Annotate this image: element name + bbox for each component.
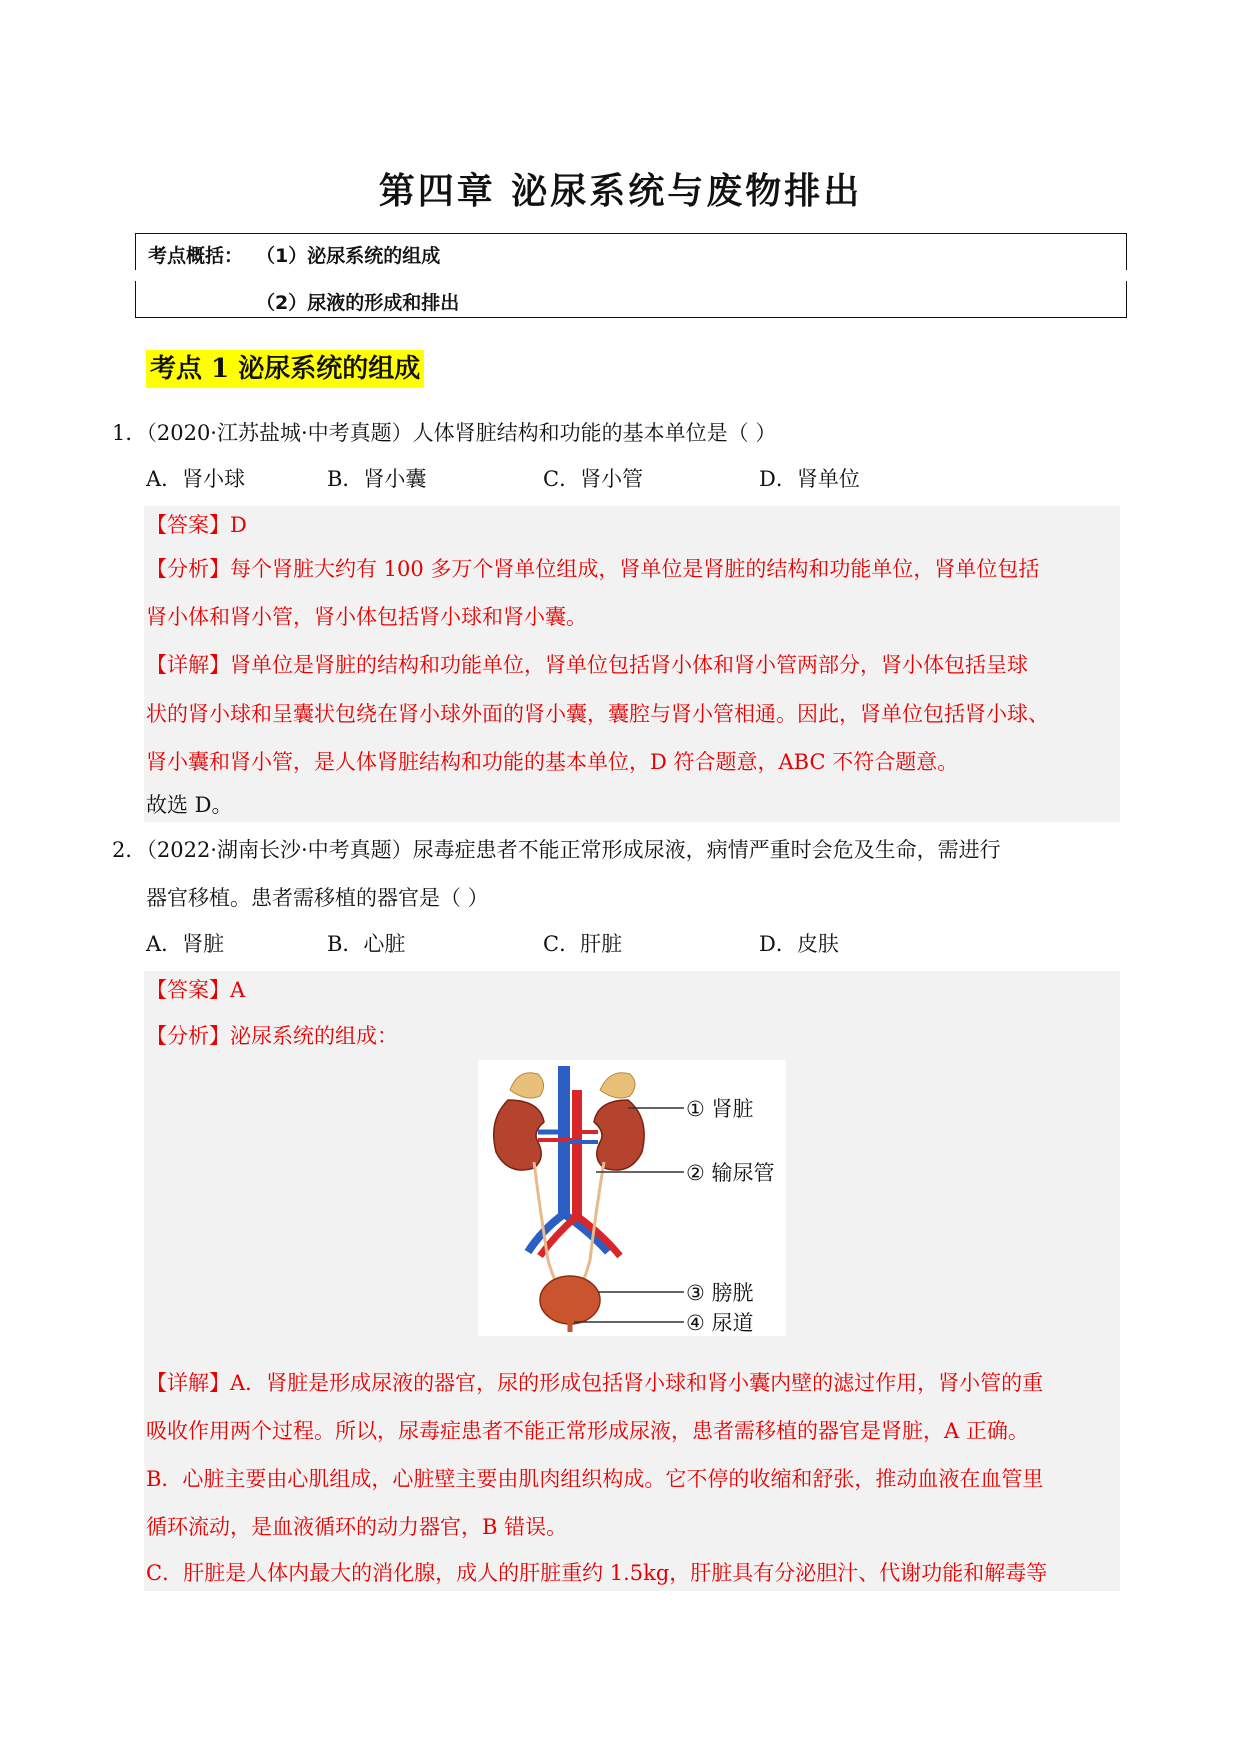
q2-detail-line-2: 吸收作用两个过程。所以，尿毒症患者不能正常形成尿液，患者需移植的器官是肾脏，A 正确。 — [146, 1419, 1029, 1443]
q1-analysis-line-2: 肾小体和肾小管，肾小体包括肾小球和肾小囊。 — [146, 605, 587, 629]
section-heading-1: 考点 1 泌尿系统的组成 — [146, 350, 424, 388]
q1-analysis-line-1: 【分析】每个肾脏大约有 100 多万个肾单位组成，肾单位是肾脏的结构和功能单位，肾单位包括 — [146, 557, 1040, 581]
diagram-label-ureter: ② 输尿管 — [686, 1161, 775, 1185]
question-1-stem: 1．（2020·江苏盐城·中考真题）人体肾脏结构和功能的基本单位是（ ） — [112, 421, 777, 445]
q1-detail-line-3: 肾小囊和肾小管，是人体肾脏结构和功能的基本单位，D 符合题意，ABC 不符合题意。 — [146, 750, 959, 774]
q1-option-d: D．肾单位 — [759, 467, 860, 491]
q2-option-a: A．肾脏 — [146, 932, 225, 956]
summary-item-1: （1）泌尿系统的组成 — [256, 245, 441, 267]
q2-answer: 【答案】A — [146, 978, 246, 1002]
q2-analysis: 【分析】泌尿系统的组成： — [146, 1024, 398, 1048]
diagram-label-urethra: ④ 尿道 — [686, 1311, 754, 1335]
q1-answer: 【答案】D — [146, 513, 247, 537]
question-2-stem-line-2: 器官移植。患者需移植的器官是（ ） — [146, 886, 489, 910]
q1-option-c: C．肾小管 — [543, 467, 644, 491]
question-2-stem-line-1: 2．（2022·湖南长沙·中考真题）尿毒症患者不能正常形成尿液，病情严重时会危及生命，需进行 — [112, 838, 1001, 862]
q2-detail-line-5: C．肝脏是人体内最大的消化腺，成人的肝脏重约 1.5kg，肝脏具有分泌胆汁、代谢功能和解毒等 — [146, 1561, 1048, 1585]
summary-item-2: （2）尿液的形成和排出 — [256, 292, 460, 314]
summary-line-2 — [135, 281, 1127, 318]
q1-answer-box — [144, 506, 1120, 822]
q2-detail-line-4: 循环流动，是血液循环的动力器官，B 错误。 — [146, 1515, 568, 1539]
q2-option-d: D．皮肤 — [759, 932, 839, 956]
diagram-label-bladder: ③ 膀胱 — [686, 1281, 754, 1305]
q1-option-b: B．肾小囊 — [327, 467, 427, 491]
q2-detail-line-1: 【详解】A．肾脏是形成尿液的器官，尿的形成包括肾小球和肾小囊内壁的滤过作用，肾小管的重 — [146, 1371, 1044, 1395]
page-title: 第四章 泌尿系统与废物排出 — [378, 170, 863, 212]
summary-line-1 — [135, 233, 1127, 270]
q1-conclusion: 故选 D。 — [146, 793, 233, 817]
summary-label: 考点概括： — [148, 245, 244, 267]
q1-detail-line-2: 状的肾小球和呈囊状包绕在肾小球外面的肾小囊，囊腔与肾小管相通。因此，肾单位包括肾小球、 — [146, 702, 1049, 726]
urinary-system-diagram — [478, 1060, 786, 1336]
diagram-label-kidney: ① 肾脏 — [686, 1097, 754, 1121]
q2-option-c: C．肝脏 — [543, 932, 623, 956]
q1-detail-line-1: 【详解】肾单位是肾脏的结构和功能单位，肾单位包括肾小体和肾小管两部分，肾小体包括呈球 — [146, 653, 1028, 677]
summary-box — [135, 233, 1127, 318]
q2-option-b: B．心脏 — [327, 932, 406, 956]
q2-detail-line-3: B．心脏主要由心肌组成，心脏壁主要由肌肉组织构成。它不停的收缩和舒张，推动血液在血管里 — [146, 1467, 1044, 1491]
q1-option-a: A．肾小球 — [146, 467, 246, 491]
